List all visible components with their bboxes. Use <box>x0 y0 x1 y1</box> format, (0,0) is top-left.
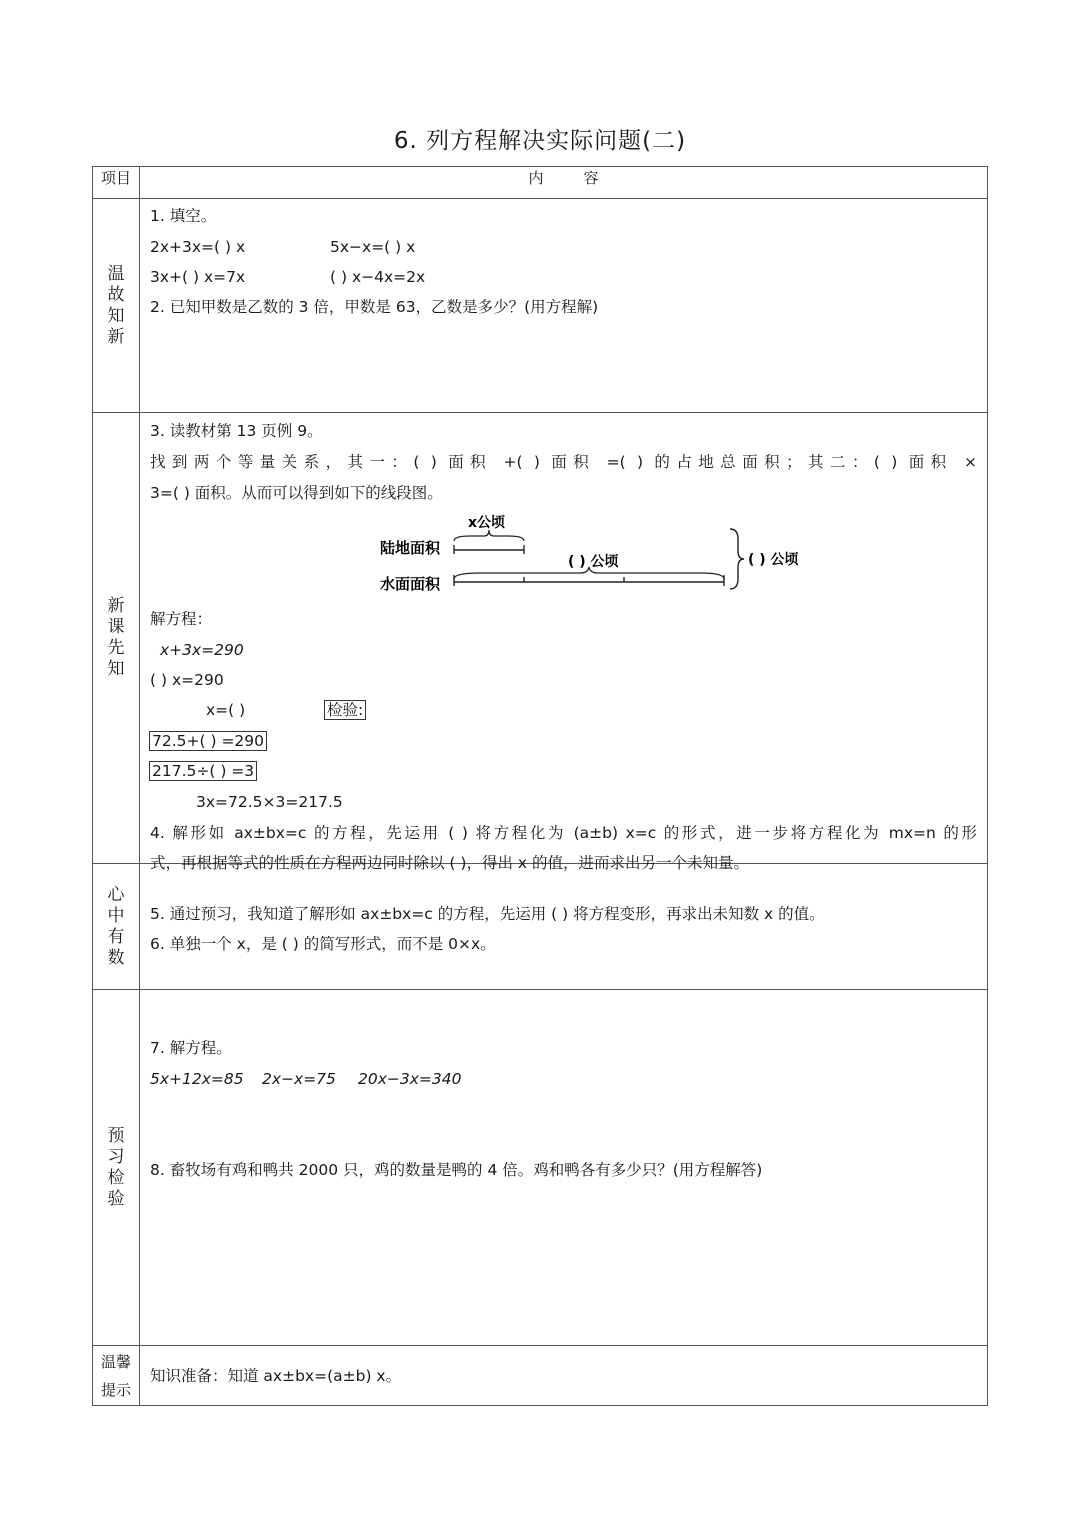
land-area-label: 陆地面积 <box>380 539 441 557</box>
land-brace <box>454 530 524 541</box>
check-1[interactable]: 72.5+( ) =290 <box>149 731 267 751</box>
total-brace <box>730 529 744 589</box>
q5-text[interactable]: 5. 通过预习，我知道了解形如 ax±bx=c 的方程，先运用 ( ) 将方程变形，再求出未知数 x 的值。 <box>150 905 825 923</box>
header-content: 内容 <box>140 167 988 199</box>
section-content <box>140 199 988 413</box>
page-title: 6. 列方程解决实际问题(二) <box>393 128 687 154</box>
water-segment <box>454 575 724 586</box>
section-label: 预习检验 <box>93 990 140 1346</box>
section-content <box>140 990 988 1346</box>
q1-blank-2[interactable]: 5x−x=( ) x <box>330 238 416 256</box>
q8-text: 8. 畜牧场有鸡和鸭共 2000 只，鸡的数量是鸭的 4 倍。鸡和鸭各有多少只？(用方程解答) <box>150 1161 763 1179</box>
equation-4: 3x=72.5×3=217.5 <box>196 793 343 811</box>
tip-text: 知识准备：知道 ax±bx=(a±b) x。 <box>150 1367 402 1385</box>
section-label: 温故知新 <box>93 199 140 413</box>
q1-blank-1[interactable]: 2x+3x=( ) x <box>150 238 246 256</box>
q7-title: 7. 解方程。 <box>150 1039 232 1057</box>
section-yuxi <box>93 990 988 1346</box>
q1-blank-3[interactable]: 3x+( ) x=7x <box>150 268 246 286</box>
q3-line1[interactable]: 找到两个等量关系，其一：( ) 面积 +( ) 面积 =( ) 的占地总面积；其二：( ) 面积 × <box>150 453 977 471</box>
section-xinzhong <box>93 864 988 990</box>
q1-blank-4[interactable]: ( ) x−4x=2x <box>330 268 426 286</box>
section-label: 新课先知 <box>93 413 140 864</box>
check-label: 检验: <box>324 700 366 720</box>
section-label: 温馨提示 <box>93 1346 140 1406</box>
check-2[interactable]: 217.5÷( ) =3 <box>149 761 257 781</box>
q7-equation-a: 5x+12x=85 <box>150 1070 244 1088</box>
equation-3[interactable]: x=( ) <box>206 701 246 719</box>
solve-title: 解方程： <box>150 610 213 628</box>
water-area-label: 水面面积 <box>380 575 441 593</box>
q1-title: 1. 填空。 <box>150 207 217 225</box>
q3-title: 3. 读教材第 13 页例 9。 <box>150 422 323 440</box>
q7-equation-b: 2x−x=75 <box>262 1070 336 1088</box>
section-wengu <box>93 199 988 413</box>
land-segment <box>454 545 524 554</box>
q3-line2[interactable]: 3=( ) 面积。从而可以得到如下的线段图。 <box>150 484 443 502</box>
header-item: 项目 <box>93 167 140 199</box>
equation-1: x+3x=290 <box>160 641 244 659</box>
section-content <box>140 413 988 872</box>
section-tishi <box>93 1346 988 1406</box>
section-content <box>140 1346 988 1406</box>
x-hectare-label: x公顷 <box>468 515 506 531</box>
q2-text: 2. 已知甲数是乙数的 3 倍，甲数是 63，乙数是多少？(用方程解) <box>150 298 599 316</box>
worksheet-table <box>92 166 988 1406</box>
q6-text[interactable]: 6. 单独一个 x，是 ( ) 的简写形式，而不是 0×x。 <box>150 935 496 953</box>
total-hectare-label: ( ) 公顷 <box>748 552 799 568</box>
section-content <box>140 864 988 990</box>
equation-2[interactable]: ( ) x=290 <box>150 671 224 689</box>
table-header-row <box>93 167 988 199</box>
q7-equation-c: 20x−3x=340 <box>358 1070 462 1088</box>
middle-hectare-label: ( ) 公顷 <box>568 554 619 570</box>
section-xinke <box>93 413 988 864</box>
q4-line1[interactable]: 4. 解形如 ax±bx=c 的方程，先运用 ( ) 将方程化为 (a±b) x=c 的形式，进一步将方程化为 mx=n 的形 <box>150 824 977 842</box>
q4-line2[interactable]: 式，再根据等式的性质在方程两边同时除以 ( )，得出 x 的值，进而求出另一个未知量。 <box>150 854 749 872</box>
section-label: 心中有数 <box>93 864 140 990</box>
segment-diagram <box>370 507 799 593</box>
